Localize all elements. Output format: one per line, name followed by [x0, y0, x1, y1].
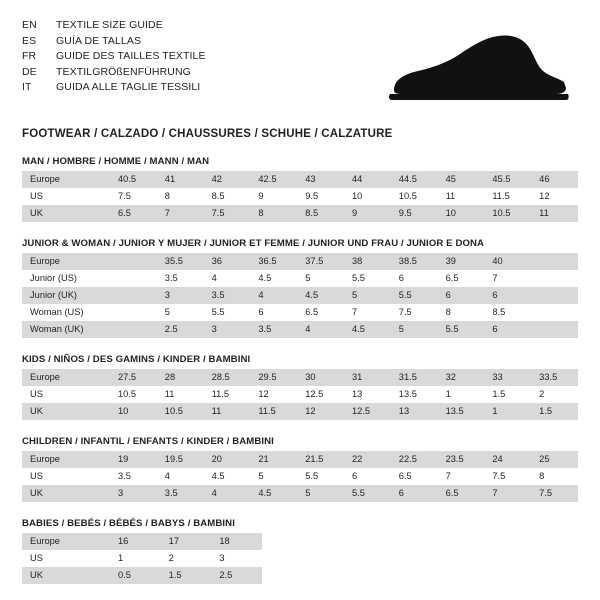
cell — [531, 304, 578, 321]
cell: 22.5 — [391, 451, 438, 468]
cell: 3 — [157, 287, 204, 304]
cell: 40.5 — [110, 171, 157, 188]
cell: 6 — [484, 321, 531, 338]
cell: 3.5 — [157, 485, 204, 502]
size-table-kids — [22, 369, 578, 420]
row-label: UK — [22, 205, 110, 222]
cell: 12.5 — [297, 386, 344, 403]
cell: 12 — [297, 403, 344, 420]
table-row — [22, 403, 578, 420]
cell: 10 — [438, 205, 485, 222]
row-label: Junior (UK) — [22, 287, 110, 304]
language-row-en — [22, 18, 206, 34]
cell: 6.5 — [110, 205, 157, 222]
cell: 4 — [204, 270, 251, 287]
cell: 8 — [157, 188, 204, 205]
cell — [531, 287, 578, 304]
cell: 9 — [344, 205, 391, 222]
cell: 10 — [344, 188, 391, 205]
cell: 4 — [250, 287, 297, 304]
table-row — [22, 321, 578, 338]
cell: 3.5 — [250, 321, 297, 338]
table-row — [22, 188, 578, 205]
cell: 35.5 — [157, 253, 204, 270]
cell: 45.5 — [484, 171, 531, 188]
cell: 7.5 — [531, 485, 578, 502]
cell: 20 — [204, 451, 251, 468]
cell: 7 — [157, 205, 204, 222]
row-label: UK — [22, 485, 110, 502]
cell: 1.5 — [484, 386, 531, 403]
cell: 44 — [344, 171, 391, 188]
cell: 11 — [204, 403, 251, 420]
cell: 1.5 — [161, 567, 212, 584]
row-label: Europe — [22, 369, 110, 386]
cell: 11.5 — [204, 386, 251, 403]
size-table-babies — [22, 533, 262, 584]
language-text-es: GUÍA DE TALLAS — [56, 34, 142, 47]
cell: 5 — [157, 304, 204, 321]
cell: 8 — [250, 205, 297, 222]
cell: 6.5 — [391, 468, 438, 485]
cell: 8.5 — [484, 304, 531, 321]
cell: 5 — [297, 270, 344, 287]
language-code-es: ES — [22, 34, 37, 47]
cell: 1 — [438, 386, 485, 403]
cell: 5.5 — [297, 468, 344, 485]
size-table-children — [22, 451, 578, 502]
cell: 2 — [161, 550, 212, 567]
document-header — [22, 18, 578, 112]
cell: 31.5 — [391, 369, 438, 386]
cell: 1 — [110, 550, 161, 567]
row-label: US — [22, 550, 110, 567]
cell: 5 — [250, 468, 297, 485]
cell: 7 — [438, 468, 485, 485]
cell: 38 — [344, 253, 391, 270]
cell: 6 — [484, 287, 531, 304]
cell: 13 — [391, 403, 438, 420]
row-label: Europe — [22, 451, 110, 468]
cell: 8.5 — [204, 188, 251, 205]
section-title-man: MAN / HOMBRE / HOMME / MANN / MAN — [22, 156, 210, 167]
cell — [110, 304, 157, 321]
cell: 19 — [110, 451, 157, 468]
table-row — [22, 171, 578, 188]
cell: 5 — [391, 321, 438, 338]
cell: 25 — [531, 451, 578, 468]
cell: 6 — [344, 468, 391, 485]
cell: 4.5 — [250, 270, 297, 287]
cell: 7.5 — [110, 188, 157, 205]
cell: 1.5 — [531, 403, 578, 420]
cell — [110, 287, 157, 304]
cell: 3 — [211, 550, 262, 567]
cell: 18 — [211, 533, 262, 550]
cell: 44.5 — [391, 171, 438, 188]
table-row — [22, 485, 578, 502]
cell — [531, 270, 578, 287]
cell: 4 — [297, 321, 344, 338]
row-label: Woman (UK) — [22, 321, 110, 338]
row-label: Europe — [22, 533, 110, 550]
language-code-de: DE — [22, 65, 37, 78]
cell: 40 — [484, 253, 531, 270]
cell: 13.5 — [438, 403, 485, 420]
cell: 7.5 — [484, 468, 531, 485]
cell: 5.5 — [438, 321, 485, 338]
cell: 6 — [250, 304, 297, 321]
cell: 3 — [204, 321, 251, 338]
cell: 4.5 — [344, 321, 391, 338]
language-code-en: EN — [22, 19, 37, 31]
table-row — [22, 270, 578, 287]
cell: 31 — [344, 369, 391, 386]
cell: 5.5 — [344, 270, 391, 287]
cell: 4 — [157, 468, 204, 485]
language-text-en: TEXTILE SIZE GUIDE — [56, 19, 163, 31]
cell: 21.5 — [297, 451, 344, 468]
table-row — [22, 369, 578, 386]
cell: 11 — [531, 205, 578, 222]
cell: 45 — [438, 171, 485, 188]
cell: 42 — [204, 171, 251, 188]
cell: 8 — [438, 304, 485, 321]
cell: 8 — [531, 468, 578, 485]
cell: 11.5 — [484, 188, 531, 205]
cell: 4 — [204, 485, 251, 502]
section-junior-woman — [22, 238, 578, 338]
section-title-babies: BABIES / BEBÉS / BÉBÉS / BABYS / BAMBINI — [22, 518, 235, 529]
table-row — [22, 550, 262, 567]
language-text-fr: GUIDE DES TAILLES TEXTILE — [56, 50, 206, 62]
section-title-junior-woman: JUNIOR & WOMAN / JUNIOR Y MUJER / JUNIOR ET FEMME / JUNIOR UND FRAU / JUNIOR E DONA — [22, 238, 485, 249]
cell: 8.5 — [297, 205, 344, 222]
table-row — [22, 287, 578, 304]
cell: 2.5 — [157, 321, 204, 338]
cell: 28 — [157, 369, 204, 386]
cell: 33.5 — [531, 369, 578, 386]
section-title-children: CHILDREN / INFANTIL / ENFANTS / KINDER / BAMBINI — [22, 436, 274, 447]
cell: 4.5 — [204, 468, 251, 485]
cell: 24 — [484, 451, 531, 468]
cell: 23.5 — [438, 451, 485, 468]
cell: 5 — [297, 485, 344, 502]
cell: 10.5 — [484, 205, 531, 222]
cell: 10 — [110, 403, 157, 420]
cell: 5 — [344, 287, 391, 304]
cell: 13.5 — [391, 386, 438, 403]
table-row — [22, 386, 578, 403]
section-children — [22, 436, 578, 502]
table-row — [22, 253, 578, 270]
cell: 38.5 — [391, 253, 438, 270]
cell: 11 — [157, 386, 204, 403]
cell: 32 — [438, 369, 485, 386]
table-row — [22, 304, 578, 321]
row-label: Woman (US) — [22, 304, 110, 321]
cell: 43 — [297, 171, 344, 188]
cell: 6.5 — [438, 485, 485, 502]
cell: 21 — [250, 451, 297, 468]
row-label: US — [22, 468, 110, 485]
cell — [110, 253, 157, 270]
cell: 37.5 — [297, 253, 344, 270]
category-title: FOOTWEAR / CALZADO / CHAUSSURES / SCHUHE / CALZATURE — [22, 128, 393, 140]
cell: 7.5 — [391, 304, 438, 321]
cell: 10.5 — [391, 188, 438, 205]
language-text-it: GUIDA ALLE TAGLIE TESSILI — [56, 81, 201, 93]
language-row-de — [22, 65, 206, 81]
section-kids — [22, 354, 578, 420]
cell — [110, 270, 157, 287]
row-label: US — [22, 188, 110, 205]
cell: 10.5 — [110, 386, 157, 403]
cell: 10.5 — [157, 403, 204, 420]
size-table-man — [22, 171, 578, 222]
cell: 7 — [484, 270, 531, 287]
row-label: Junior (US) — [22, 270, 110, 287]
cell: 2.5 — [211, 567, 262, 584]
cell: 28.5 — [204, 369, 251, 386]
row-label: US — [22, 386, 110, 403]
dress-shoe-icon — [380, 30, 570, 112]
cell: 30 — [297, 369, 344, 386]
cell: 4.5 — [250, 485, 297, 502]
cell: 6.5 — [438, 270, 485, 287]
row-label: UK — [22, 403, 110, 420]
language-list — [22, 18, 206, 96]
cell: 13 — [344, 386, 391, 403]
cell: 22 — [344, 451, 391, 468]
table-row — [22, 451, 578, 468]
cell: 17 — [161, 533, 212, 550]
cell: 6 — [391, 270, 438, 287]
size-table-junior-woman — [22, 253, 578, 338]
cell: 12 — [250, 386, 297, 403]
cell: 7.5 — [204, 205, 251, 222]
cell: 4.5 — [297, 287, 344, 304]
language-code-fr: FR — [22, 50, 37, 62]
cell: 1 — [484, 403, 531, 420]
cell: 9.5 — [391, 205, 438, 222]
cell: 5.5 — [204, 304, 251, 321]
language-row-es — [22, 34, 206, 50]
row-label: Europe — [22, 253, 110, 270]
language-code-it: IT — [22, 81, 32, 93]
cell: 0.5 — [110, 567, 161, 584]
cell: 5.5 — [344, 485, 391, 502]
cell — [110, 321, 157, 338]
language-row-it — [22, 80, 206, 96]
cell: 11.5 — [250, 403, 297, 420]
cell: 6.5 — [297, 304, 344, 321]
section-title-kids: KIDS / NIÑOS / DES GAMINS / KINDER / BAMBINI — [22, 354, 251, 365]
cell: 6 — [391, 485, 438, 502]
cell: 12.5 — [344, 403, 391, 420]
section-babies — [22, 518, 578, 584]
cell: 9.5 — [297, 188, 344, 205]
cell: 39 — [438, 253, 485, 270]
language-row-fr — [22, 49, 206, 65]
cell: 6 — [438, 287, 485, 304]
cell: 7 — [484, 485, 531, 502]
cell: 3.5 — [110, 468, 157, 485]
cell: 3 — [110, 485, 157, 502]
cell: 41 — [157, 171, 204, 188]
cell — [531, 321, 578, 338]
cell: 46 — [531, 171, 578, 188]
cell: 11 — [438, 188, 485, 205]
cell: 2 — [531, 386, 578, 403]
cell: 19.5 — [157, 451, 204, 468]
cell — [531, 253, 578, 270]
table-row — [22, 205, 578, 222]
cell: 36 — [204, 253, 251, 270]
row-label: Europe — [22, 171, 110, 188]
table-row — [22, 533, 262, 550]
cell: 3.5 — [157, 270, 204, 287]
cell: 16 — [110, 533, 161, 550]
table-row — [22, 468, 578, 485]
cell: 27.5 — [110, 369, 157, 386]
cell: 29.5 — [250, 369, 297, 386]
table-row — [22, 567, 262, 584]
cell: 3.5 — [204, 287, 251, 304]
row-label: UK — [22, 567, 110, 584]
cell: 36.5 — [250, 253, 297, 270]
cell: 33 — [484, 369, 531, 386]
section-man — [22, 156, 578, 222]
language-text-de: TEXTILGRÖßENFÜHRUNG — [56, 65, 191, 78]
cell: 5.5 — [391, 287, 438, 304]
cell: 9 — [250, 188, 297, 205]
cell: 12 — [531, 188, 578, 205]
cell: 42.5 — [250, 171, 297, 188]
cell: 7 — [344, 304, 391, 321]
